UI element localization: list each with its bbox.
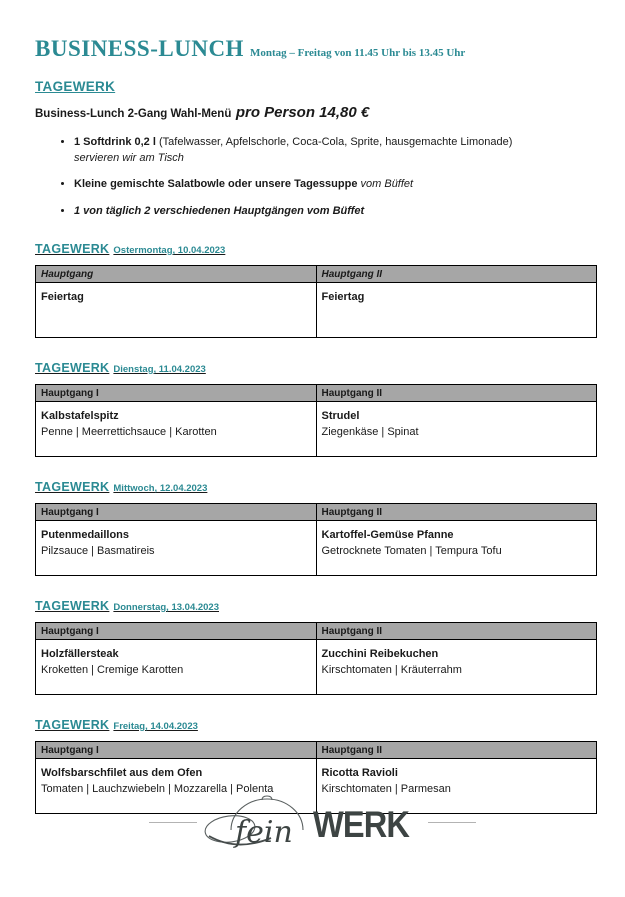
column-header: Hauptgang II <box>316 504 597 521</box>
page-title <box>35 36 597 61</box>
dish-name: Feiertag <box>321 291 365 304</box>
divider <box>149 822 197 823</box>
bullet-bold-text: Kleine gemischte Salatbowle oder unsere Tagessuppe <box>74 178 358 191</box>
bullet-bold-italic-text: 1 von täglich 2 verschiedenen Hauptgängen vom Büffet <box>74 204 365 217</box>
day-heading <box>35 236 597 258</box>
table-header-row <box>36 623 597 640</box>
cloche-icon <box>199 790 327 854</box>
column-header: Hauptgang I <box>36 742 317 759</box>
offer-line <box>35 104 597 122</box>
table-row <box>36 283 597 338</box>
dish-cell <box>36 521 317 576</box>
menu-section-mittwoch <box>35 474 597 576</box>
dish-cell <box>316 640 597 695</box>
menu-table <box>35 622 597 695</box>
table-header-row <box>36 504 597 521</box>
dish-name: Strudel <box>321 410 360 423</box>
bullet-italic-text: servieren wir am Tisch <box>74 151 184 164</box>
tagewerk-heading: TAGEWERK <box>35 79 116 95</box>
table-header-row <box>36 266 597 283</box>
column-header: Hauptgang II <box>316 742 597 759</box>
column-header: Hauptgang I <box>36 385 317 402</box>
column-header: Hauptgang I <box>36 623 317 640</box>
table-row <box>36 402 597 457</box>
bullet-regular-text: (Tafelwasser, Apfelschorle, Coca-Cola, Sprite, hausgemachte Limonade) <box>158 136 513 149</box>
dish-cell <box>36 640 317 695</box>
column-header: Hauptgang II <box>316 385 597 402</box>
menu-section-ostermontag <box>35 236 597 338</box>
dish-cell <box>316 283 597 338</box>
day-heading-date: Mittwoch, 12.04.2023 <box>113 483 208 495</box>
column-header: Hauptgang <box>36 266 317 283</box>
dish-details: Kirschtomaten | Kräuterrahm <box>321 664 462 677</box>
dish-name: Kartoffel-Gemüse Pfanne <box>321 529 454 542</box>
day-heading <box>35 355 597 377</box>
dish-details: Ziegenkäse | Spinat <box>321 426 419 439</box>
menu-section-donnerstag <box>35 593 597 695</box>
doc-subtitle: Montag – Freitag von 11.45 Uhr bis 13.45 Uhr <box>249 47 466 59</box>
menu-table <box>35 503 597 576</box>
day-heading-date: Freitag, 14.04.2023 <box>113 721 198 733</box>
dish-details: Tomaten | Lauchzwiebeln | Mozzarella | Polenta <box>41 783 274 796</box>
dish-details: Pilzsauce | Basmatireis <box>41 545 155 558</box>
table-header-row <box>36 742 597 759</box>
day-heading-title: TAGEWERK <box>35 599 110 614</box>
logo-script-text: fein <box>234 815 293 850</box>
footer-logo-area <box>0 790 625 854</box>
dish-cell <box>316 521 597 576</box>
list-item <box>74 135 597 166</box>
table-row <box>36 521 597 576</box>
table-header-row <box>36 385 597 402</box>
logo-bold-text: WERK <box>312 804 409 845</box>
dish-cell <box>36 402 317 457</box>
column-header: Hauptgang II <box>316 623 597 640</box>
feinwerk-logo <box>199 790 422 854</box>
dish-cell <box>316 402 597 457</box>
bullet-italic-text: vom Büffet <box>360 178 414 191</box>
list-item <box>74 177 597 193</box>
dish-name: Wolfsbarschfilet aus dem Ofen <box>41 767 203 780</box>
offer-text: Business-Lunch 2-Gang Wahl-Menü <box>35 108 232 121</box>
dish-details: Getrocknete Tomaten | Tempura Tofu <box>321 545 502 558</box>
dish-name: Ricotta Ravioli <box>321 767 398 780</box>
day-heading <box>35 593 597 615</box>
day-heading-title: TAGEWERK <box>35 361 110 376</box>
dish-cell <box>36 283 317 338</box>
dish-details: Penne | Meerrettichsauce | Karotten <box>41 426 217 439</box>
offer-price: pro Person 14,80 € <box>235 104 370 122</box>
dish-name: Feiertag <box>41 291 84 304</box>
doc-title: BUSINESS-LUNCH <box>35 36 244 61</box>
day-heading <box>35 474 597 496</box>
dish-name: Putenmedaillons <box>41 529 130 542</box>
dish-name: Zucchini Reibekuchen <box>321 648 439 661</box>
table-row <box>36 640 597 695</box>
list-item <box>74 204 597 220</box>
day-heading-title: TAGEWERK <box>35 480 110 495</box>
column-header: Hauptgang II <box>316 266 597 283</box>
day-heading-date: Donnerstag, 13.04.2023 <box>113 602 219 614</box>
day-heading-title: TAGEWERK <box>35 242 110 257</box>
day-heading-title: TAGEWERK <box>35 718 110 733</box>
column-header: Hauptgang I <box>36 504 317 521</box>
menu-table <box>35 384 597 457</box>
included-items-list <box>35 135 597 219</box>
menu-section-dienstag <box>35 355 597 457</box>
divider <box>428 822 476 823</box>
day-heading-date: Dienstag, 11.04.2023 <box>113 364 206 376</box>
dish-name: Holzfällersteak <box>41 648 119 661</box>
day-heading-date: Ostermontag, 10.04.2023 <box>113 245 226 257</box>
menu-table <box>35 265 597 338</box>
bullet-bold-text: 1 Softdrink 0,2 l <box>74 136 156 149</box>
dish-name: Kalbstafelspitz <box>41 410 119 423</box>
day-heading <box>35 712 597 734</box>
dish-details: Kroketten | Cremige Karotten <box>41 664 184 677</box>
dish-details: Kirschtomaten | Parmesan <box>321 783 451 796</box>
